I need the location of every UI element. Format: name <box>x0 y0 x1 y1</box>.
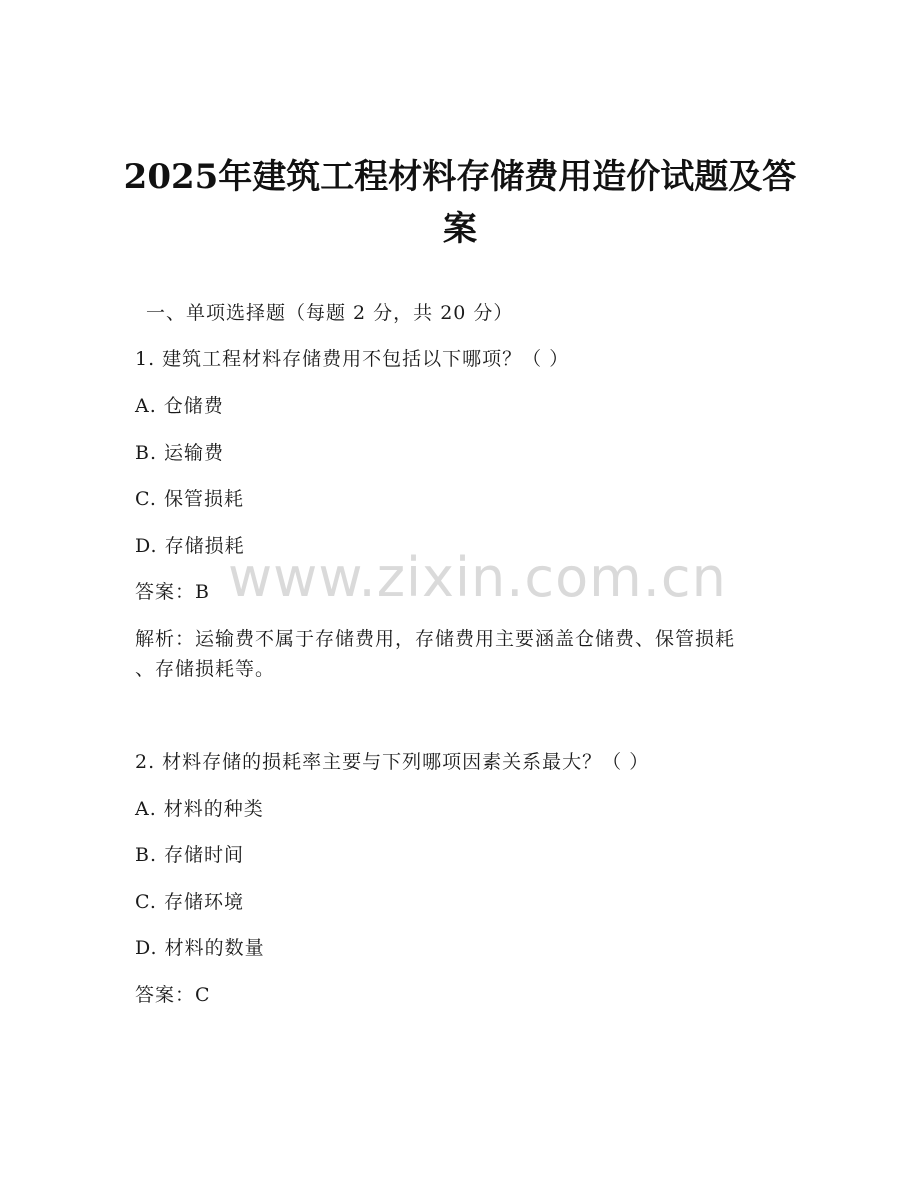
question-1-analysis-line-2: 、存储损耗等。 <box>135 658 276 680</box>
question-1-option-c: C. 保管损耗 <box>135 488 244 510</box>
question-2-option-b: B. 存储时间 <box>135 844 245 866</box>
question-1-option-b: B. 运输费 <box>135 442 225 464</box>
question-2-stem: 2. 材料存储的损耗率主要与下列哪项因素关系最大？（ ） <box>135 751 650 773</box>
question-2-option-a: A. 材料的种类 <box>135 798 264 820</box>
question-2-option-c: C. 存储环境 <box>135 891 244 913</box>
document-title-line-2: 案 <box>443 209 477 249</box>
question-2-option-d: D. 材料的数量 <box>135 937 265 959</box>
watermark: www.zixin.com.cn <box>228 546 727 609</box>
question-1-option-a: A. 仓储费 <box>135 395 224 417</box>
question-1-option-d: D. 存储损耗 <box>135 535 245 557</box>
document-title-line-1: 2025年建筑工程材料存储费用造价试题及答 <box>123 157 797 197</box>
question-1-stem: 1. 建筑工程材料存储费用不包括以下哪项？（ ） <box>135 348 570 370</box>
section-heading: 一、单项选择题（每题 2 分，共 20 分） <box>146 302 514 324</box>
question-2-answer: 答案：C <box>135 984 211 1006</box>
question-1-answer: 答案：B <box>135 581 210 603</box>
question-1-analysis-line-1: 解析：运输费不属于存储费用，存储费用主要涵盖仓储费、保管损耗 <box>135 628 736 650</box>
